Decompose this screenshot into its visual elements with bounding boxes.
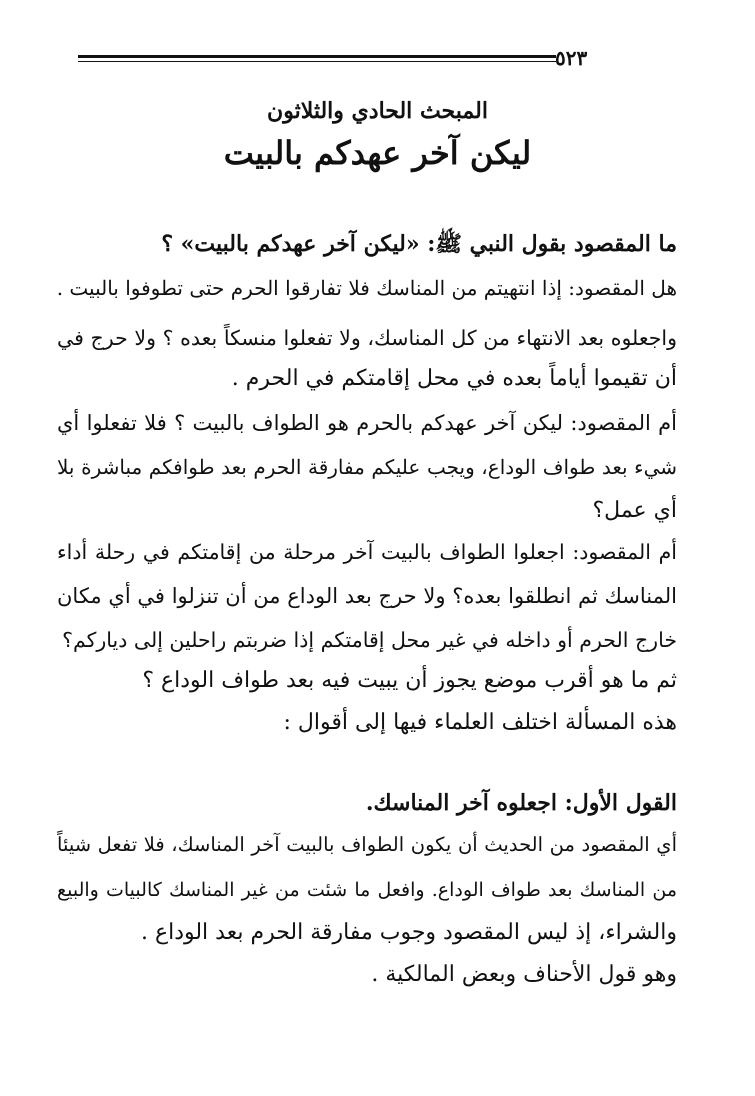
page-number: ٥٢٣ <box>555 46 588 70</box>
paragraph-line: هذه المسألة اختلف العلماء فيها إلى أقوال : <box>283 710 677 735</box>
chapter-heading: المبحث الحادي والثلاثون <box>267 98 488 124</box>
paragraph-line: من المناسك بعد طواف الوداع. وافعل ما شئت من غير المناسك كالبيات والبيع <box>57 879 677 901</box>
paragraph-line: أن تقيموا أياماً بعده في محل إقامتكم في الحرم . <box>231 366 677 391</box>
paragraph-line: أم المقصود: اجعلوا الطواف بالبيت آخر مرحلة من إقامتكم في رحلة أداء <box>57 540 677 564</box>
paragraph-line: وهو قول الأحناف وبعض المالكية . <box>371 962 677 987</box>
section-heading-question: ما المقصود بقول النبي ﷺ: «ليكن آخر عهدكم بالبيت» ؟ <box>161 231 677 257</box>
paragraph-line: والشراء، إذ ليس المقصود وجوب مفارقة الحرم بعد الوداع . <box>140 920 677 945</box>
paragraph-line: أم المقصود: ليكن آخر عهدكم بالحرم هو الطواف بالبيت ؟ فلا تفعلوا أي <box>57 411 677 435</box>
header-rule <box>78 55 556 62</box>
page-header <box>78 48 690 72</box>
paragraph-line: خارج الحرم أو داخله في غير محل إقامتكم إذا ضربتم راحلين إلى دياركم؟ <box>62 628 677 652</box>
paragraph-line: هل المقصود: إذا انتهيتم من المناسك فلا تفارقوا الحرم حتى تطوفوا بالبيت . <box>56 276 677 300</box>
paragraph-line: أي المقصود من الحديث أن يكون الطواف بالبيت آخر المناسك، فلا تفعل شيئاً <box>57 833 677 856</box>
paragraph-line: شيء بعد طواف الوداع، ويجب عليكم مفارقة الحرم بعد طوافكم مباشرة بلا <box>57 455 677 479</box>
chapter-title: ليكن آخر عهدكم بالبيت <box>223 134 532 172</box>
paragraph-line: ثم ما هو أقرب موضع يجوز أن يبيت فيه بعد طواف الوداع ؟ <box>142 668 677 693</box>
paragraph-line: واجعلوه بعد الانتهاء من كل المناسك، ولا تفعلوا منسكاً بعده ؟ ولا حرج في <box>57 326 677 350</box>
section-heading-first-opinion: القول الأول: اجعلوه آخر المناسك. <box>365 790 677 816</box>
paragraph-line: المناسك ثم انطلقوا بعده؟ ولا حرج بعد الوداع من أن تنزلوا في أي مكان <box>57 584 677 608</box>
paragraph-line: أي عمل؟ <box>592 498 677 523</box>
